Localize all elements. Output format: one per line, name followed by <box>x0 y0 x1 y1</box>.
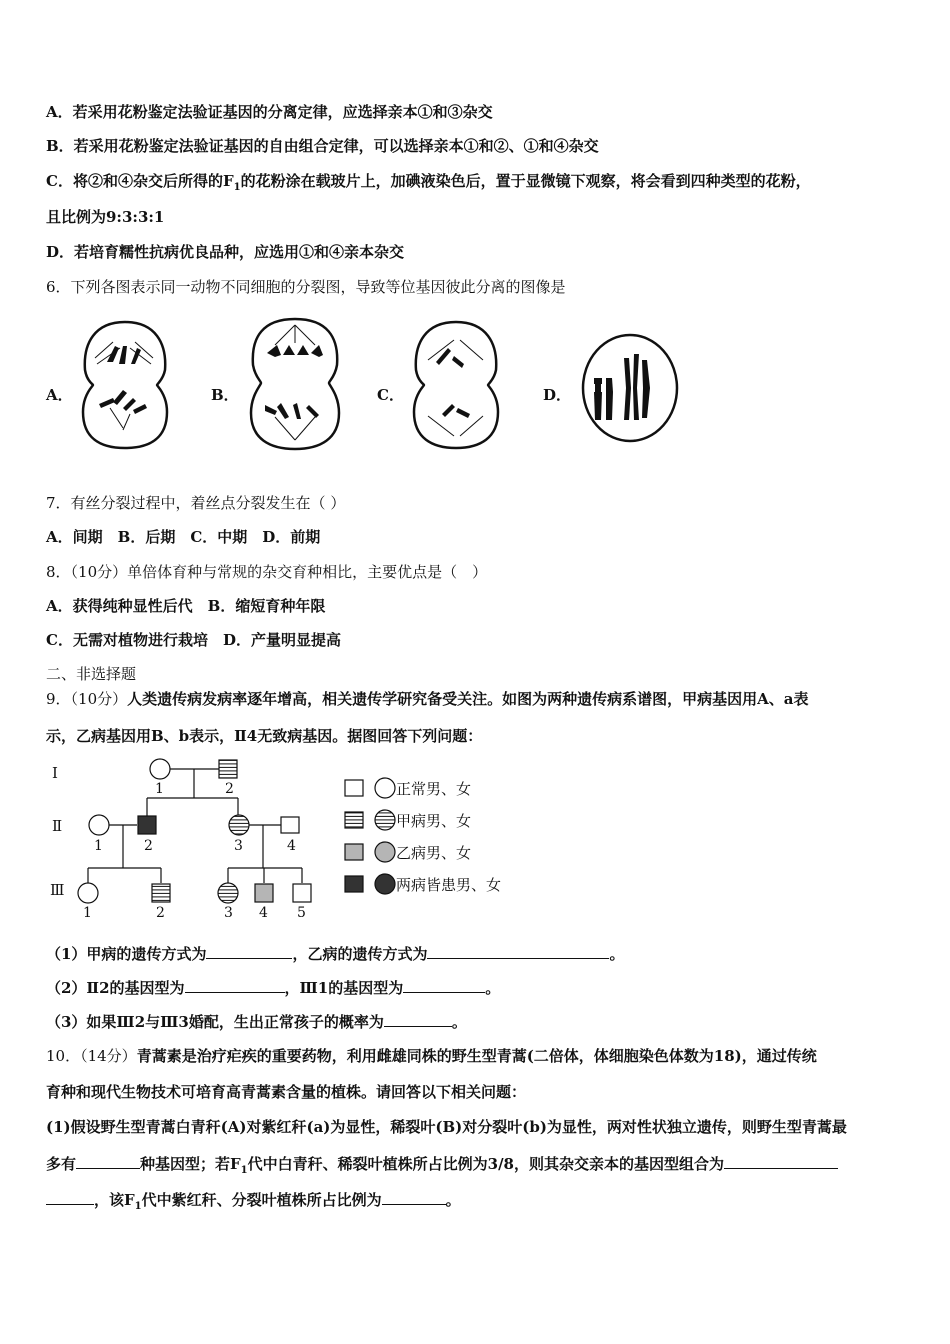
q7-options: A．间期 B．后期 C．中期 D．前期 <box>46 528 321 546</box>
cell-diagram-b <box>245 315 345 453</box>
q5-option-c-text2: 的花粉涂在载玻片上，加碘液染色后，置于显微镜下观察，将会看到四种类型的花粉， <box>240 172 811 190</box>
pedigree-ii2-male <box>138 816 156 834</box>
pedigree-legend <box>345 778 395 894</box>
num-i1: 1 <box>155 781 164 797</box>
q10-p1-sub: 1 <box>240 1165 248 1176</box>
q9-stem-2: 示，乙病基因用B、b表示，Ⅱ4无致病基因。据图回答下列问题： <box>46 727 483 745</box>
q5-option-b: B．若采用花粉鉴定法验证基因的自由组合定律，可以选择亲本①和②、①和④杂交 <box>46 137 599 155</box>
legend-both-female <box>375 874 395 894</box>
q10-p1-text1: 多有 <box>46 1155 77 1173</box>
q9-sub1 <box>46 944 624 964</box>
answer-blank[interactable] <box>382 1190 446 1205</box>
pedigree-iii2-male <box>152 884 170 902</box>
cell-diagram-d <box>580 332 680 444</box>
q9-sub1-text1: （1）甲病的遗传方式为 <box>46 945 207 963</box>
q10-p1-line3 <box>46 1190 461 1217</box>
num-iii3: 3 <box>224 905 233 921</box>
answer-blank[interactable] <box>384 1012 452 1027</box>
gen-label-2: Ⅱ <box>52 817 63 835</box>
num-iii4: 4 <box>259 905 268 921</box>
q9-sub1-text2: ，乙病的遗传方式为 <box>292 945 428 963</box>
num-ii2: 2 <box>144 838 153 854</box>
legend-normal-male <box>345 780 363 796</box>
q8-options-2: C．无需对植物进行栽培 D．产量明显提高 <box>46 631 341 649</box>
cell-diagram-c <box>408 318 504 452</box>
legend-yi-female <box>375 842 395 862</box>
q10-stem-text1: 青蒿素是治疗疟疾的重要药物，利用雌雄同株的野生型青蒿(二倍体，体细胞染色体数为18)，通过传统 <box>136 1047 817 1065</box>
num-ii3: 3 <box>234 838 243 854</box>
q9-stem-num: 9．（10分） <box>46 690 128 708</box>
q6-stem <box>46 277 566 297</box>
legend-jia-male <box>345 812 363 828</box>
q6-label-c: C． <box>377 386 404 404</box>
q10-stem-1 <box>46 1046 817 1066</box>
q9-sub2-text1: （2）Ⅱ2的基因型为 <box>46 979 185 997</box>
num-iii5: 5 <box>297 905 306 921</box>
pedigree-ii4-male <box>281 817 299 833</box>
q5-option-c-text: C．将②和④杂交后所得的F <box>46 172 234 190</box>
q10-p1-text5: 代中紫红秆、分裂叶植株所占比例为 <box>141 1191 382 1209</box>
num-ii4: 4 <box>287 838 296 854</box>
q9-sub2-end: 。 <box>485 979 501 997</box>
legend-yi-label: 乙病男、女 <box>396 844 472 862</box>
legend-normal-female <box>375 778 395 798</box>
q6-label-a: A． <box>46 386 73 404</box>
q8-stem <box>46 562 487 582</box>
cell-diagram-a <box>75 318 175 452</box>
q5-option-c <box>46 171 811 198</box>
pedigree-i2-male <box>219 760 237 778</box>
q9-sub2-text2: ，Ⅲ1的基因型为 <box>284 979 404 997</box>
q6-label-b: B． <box>211 386 239 404</box>
answer-blank[interactable] <box>76 1154 140 1169</box>
section-title: 二、非选择题 <box>46 665 137 683</box>
legend-jia-female <box>375 810 395 830</box>
q9-sub1-end: 。 <box>609 945 625 963</box>
q8-stem-num: 8．（10分） <box>46 563 128 581</box>
answer-blank[interactable] <box>427 944 609 959</box>
answer-blank[interactable] <box>403 978 485 993</box>
num-ii1: 1 <box>94 838 103 854</box>
q10-p1-line2 <box>46 1154 838 1181</box>
q8-options-1: A．获得纯种显性后代 B．缩短育种年限 <box>46 597 326 615</box>
q7-stem: 7．有丝分裂过程中，着丝点分裂发生在（ ） <box>46 494 346 512</box>
q10-p1-line1: (1)假设野生型青蒿白青秆(A)对紫红秆(a)为显性，稀裂叶(B)对分裂叶(b)为显性，两对性状独立遗传，则野生型青蒿最 <box>46 1118 847 1136</box>
q9-sub2 <box>46 978 500 998</box>
q9-sub3-text1: （3）如果Ⅲ2与Ⅲ3婚配，生出正常孩子的概率为 <box>46 1013 384 1031</box>
gen-label-1: Ⅰ <box>52 764 58 782</box>
q10-p1-text2: 种基因型；若F <box>140 1155 241 1173</box>
pedigree-chart <box>44 756 524 926</box>
answer-blank[interactable] <box>724 1154 838 1169</box>
q10-p1-sub2: 1 <box>134 1201 142 1212</box>
q10-p1-end: 。 <box>445 1191 461 1209</box>
legend-both-male <box>345 876 363 892</box>
q9-stem-text1: 人类遗传病发病率逐年增高，相关遗传学研究备受关注。如图为两种遗传病系谱图，甲病基因用A、a表 <box>127 690 809 708</box>
q10-p1-text4: ，该F <box>94 1191 135 1209</box>
q5-option-d: D．若培育糯性抗病优良品种，应选用①和④亲本杂交 <box>46 243 405 261</box>
q9-stem-1 <box>46 689 809 709</box>
q5-option-a: A．若采用花粉鉴定法验证基因的分离定律，应选择亲本①和③杂交 <box>46 103 493 121</box>
pedigree-i1-female <box>150 759 170 779</box>
q5-option-c-sub: 1 <box>233 182 241 193</box>
q10-stem-num: 10．（14分） <box>46 1047 137 1065</box>
answer-blank[interactable] <box>46 1190 94 1205</box>
q10-stem-2: 育种和现代生物技术可培育高青蒿素含量的植株。请回答以下相关问题： <box>46 1083 527 1101</box>
legend-jia-label: 甲病男、女 <box>396 812 472 830</box>
legend-yi-male <box>345 844 363 860</box>
answer-blank[interactable] <box>185 978 285 993</box>
q5-option-c-cont: 且比例为9:3:3:1 <box>46 208 165 226</box>
pedigree-iii4-male <box>255 884 273 902</box>
num-iii1: 1 <box>83 905 92 921</box>
pedigree-iii3-female <box>218 883 238 903</box>
num-i2: 2 <box>225 781 234 797</box>
q8-stem-text: 单倍体育种与常规的杂交育种相比，主要优点是（ ） <box>127 563 488 581</box>
answer-blank[interactable] <box>206 944 292 959</box>
gen-label-3: Ⅲ <box>50 881 65 899</box>
pedigree-iii1-female <box>78 883 98 903</box>
pedigree-iii5-male <box>293 884 311 902</box>
q6-label-d: D． <box>543 386 572 404</box>
q10-p1-text3: 代中白青秆、稀裂叶植株所占比例为3/8，则其杂交亲本的基因型组合为 <box>247 1155 724 1173</box>
q9-sub3 <box>46 1012 467 1032</box>
pedigree-ii3-female <box>229 815 249 835</box>
pedigree-ii1-female <box>89 815 109 835</box>
num-iii2: 2 <box>156 905 165 921</box>
q9-sub3-end: 。 <box>451 1013 467 1031</box>
legend-both-label: 两病皆患男、女 <box>396 876 502 894</box>
q6-stem-text: 6．下列各图表示同一动物不同细胞的分裂图，导致等位基因彼此分离的图像是 <box>46 278 566 296</box>
legend-normal-label: 正常男、女 <box>396 780 472 798</box>
